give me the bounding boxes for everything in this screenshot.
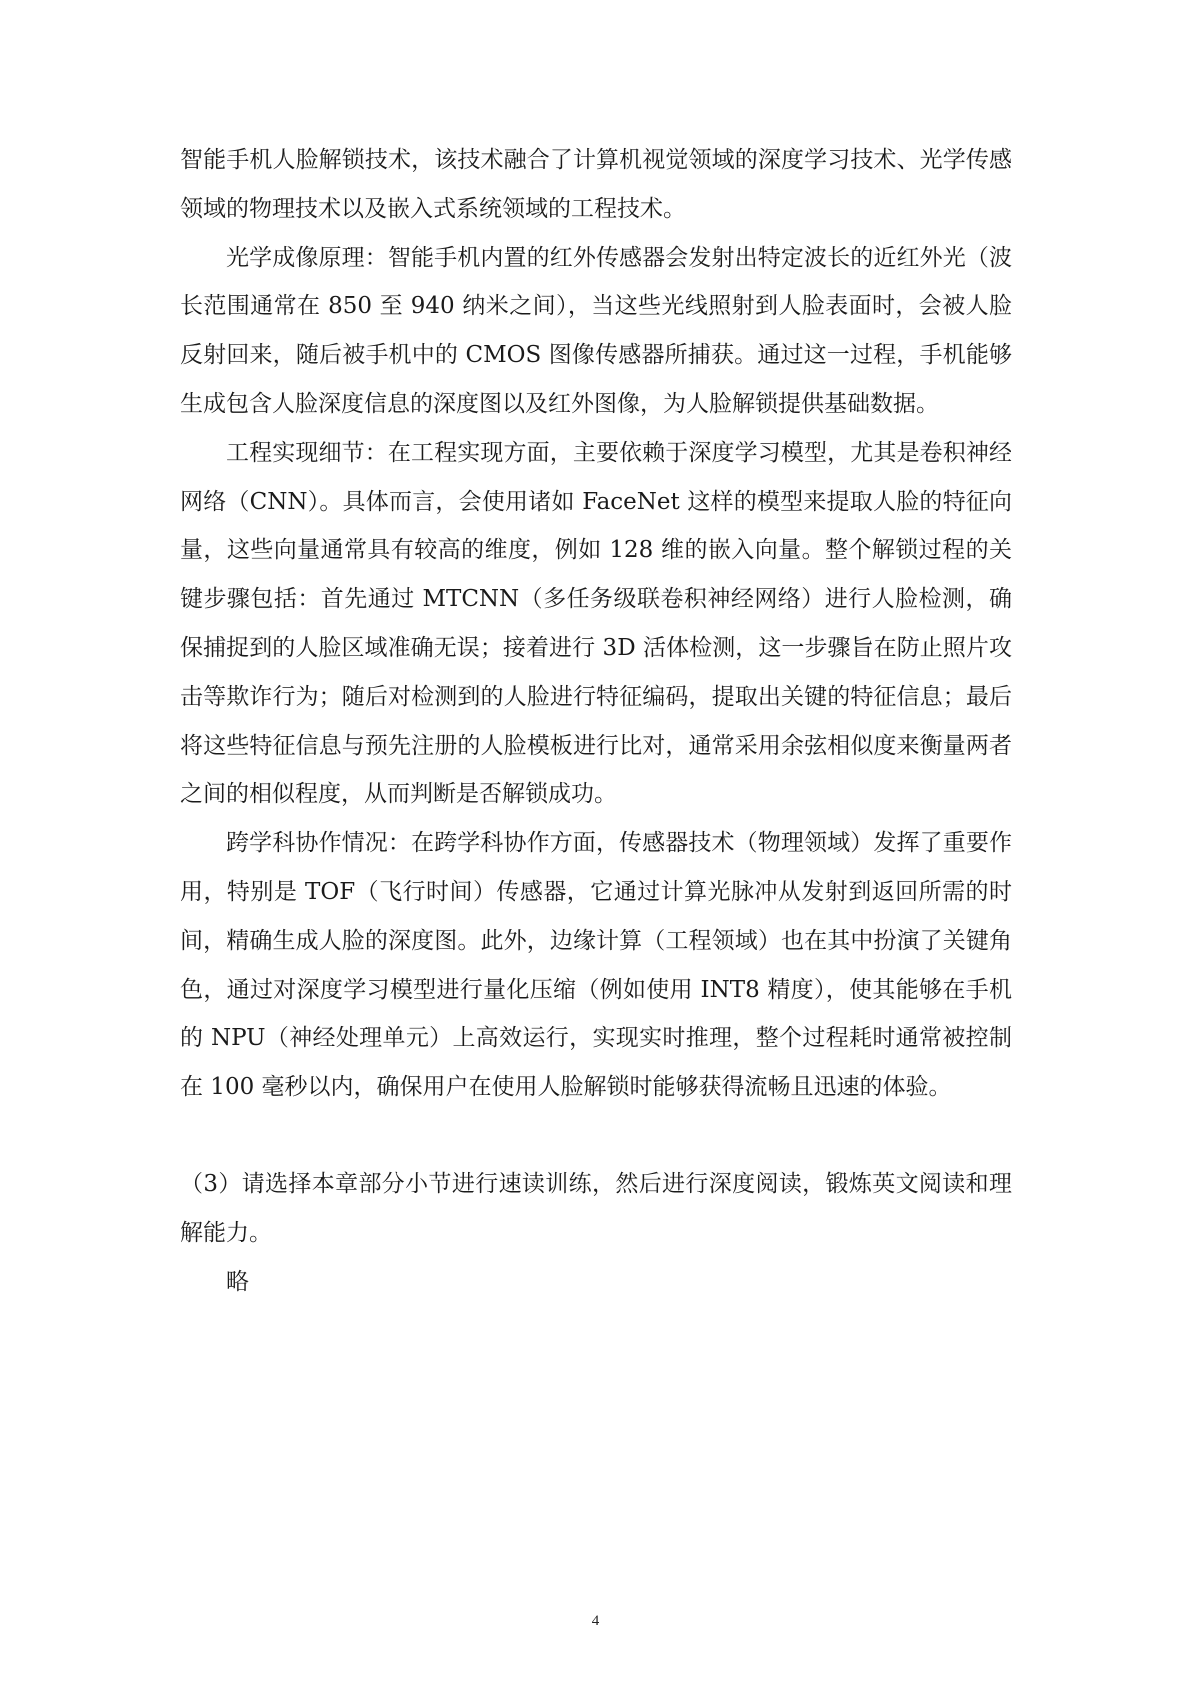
page-number: 4 [591, 1613, 600, 1629]
interdisciplinary-paragraph: 跨学科协作情况：在跨学科协作方面，传感器技术（物理领域）发挥了重要作用，特别是 TOF（飞行时间）传感器，它通过计算光脉冲从发射到返回所需的时间，精确生成人脸的深度图。此外，边缘计算（工程领域）也在其中扮演了关键角色，通过对深度学习模型进行量化压缩（例如使用 INT8 精度），使其能够在手机的 NPU（神经处理单元）上高效运行，实现实时推理，整个过程耗时通常被控制在 100 毫秒以内，确保用户在使用人脸解锁时能够获得流畅且迅速的体验。 [180, 830, 1012, 1101]
optical-imaging-paragraph: 光学成像原理：智能手机内置的红外传感器会发射出特定波长的近红外光（波长范围通常在 850 至 940 纳米之间），当这些光线照射到人脸表面时，会被人脸反射回来，随后被手机中的 CMOS 图像传感器所捕获。通过这一过程，手机能够生成包含人脸深度信息的深度图以及红外图像，为人脸解锁提供基础数据。 [180, 244, 1012, 417]
exercise-answer: 略 [226, 1268, 249, 1295]
engineering-details-paragraph: 工程实现细节：在工程实现方面，主要依赖于深度学习模型，尤其是卷积神经网络（CNN）。具体而言，会使用诸如 FaceNet 这样的模型来提取人脸的特征向量，这些向量通常具有较高的维度，例如 128 维的嵌入向量。整个解锁过程的关键步骤包括：首先通过 MTCNN（多任务级联卷积神经网络）进行人脸检测，确保捕捉到的人脸区域准确无误；接着进行 3D 活体检测，这一步骤旨在防止照片攻击等欺诈行为；随后对检测到的人脸进行特征编码，提取出关键的特征信息；最后将这些特征信息与预先注册的人脸模板进行比对，通常采用余弦相似度来衡量两者之间的相似程度，从而判断是否解锁成功。 [180, 439, 1012, 808]
intro-paragraph: 智能手机人脸解锁技术，该技术融合了计算机视觉领域的深度学习技术、光学传感领域的物理技术以及嵌入式系统领域的工程技术。 [180, 147, 1012, 222]
body-text [180, 136, 1012, 1306]
exercise-question: （3）请选择本章部分小节进行速读训练，然后进行深度阅读，锻炼英文阅读和理解能力。 [180, 1170, 1012, 1246]
paragraph-gap [180, 1112, 1012, 1160]
